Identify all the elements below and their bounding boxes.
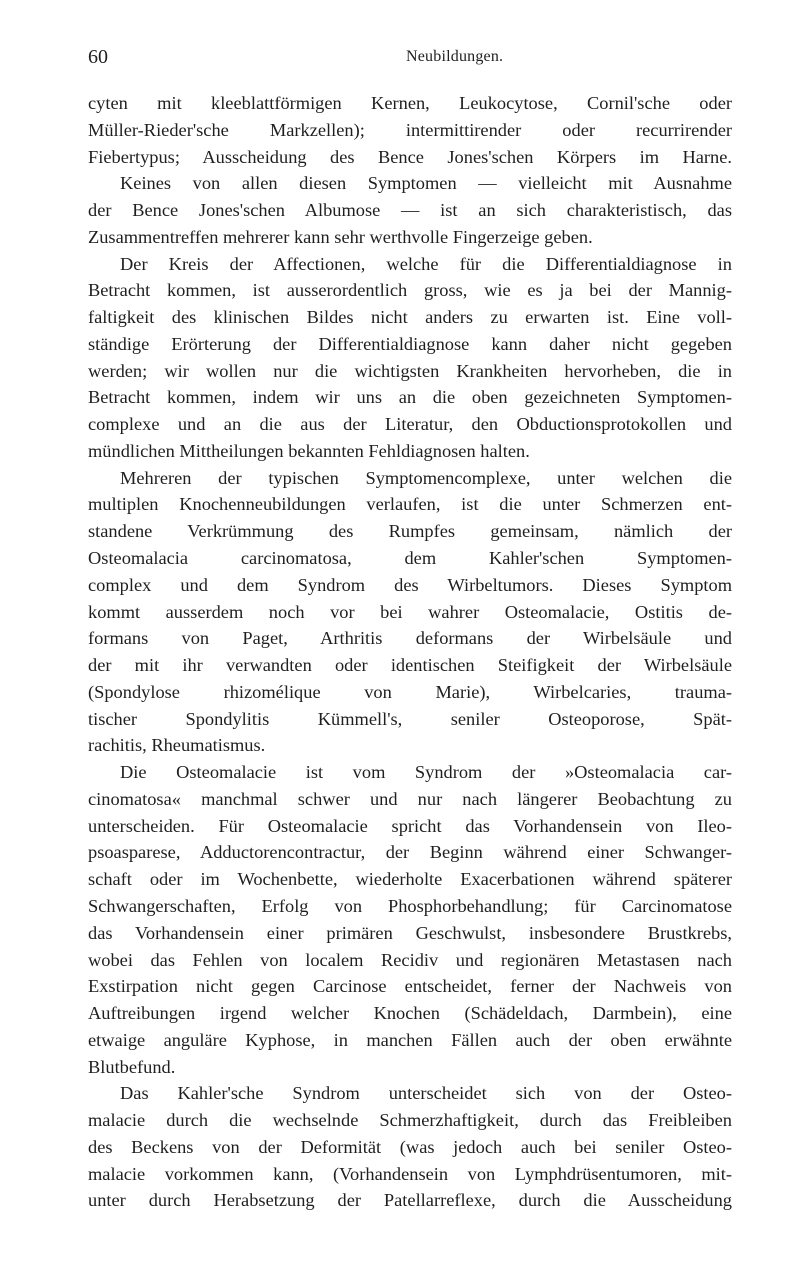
text-line: malacie durch die wechselnde Schmerzhaftigkeit, durch das Freibleiben <box>88 1110 732 1131</box>
text-line: schaft oder im Wochenbette, wiederholte Exacerbationen während späterer <box>88 869 732 890</box>
text-line: Betracht kommen, indem wir uns an die oben gezeichneten Symptomen- <box>88 387 732 408</box>
text-line: Das Kahler'sche Syndrom unterscheidet sich von der Osteo- <box>120 1083 732 1104</box>
text-line: Betracht kommen, ist ausserordentlich gross, wie es ja bei der Mannig- <box>88 280 732 301</box>
text-line: der mit ihr verwandten oder identischen Steifigkeit der Wirbelsäule <box>88 655 732 676</box>
text-line: rachitis, Rheumatismus. <box>88 735 266 756</box>
text-line: Mehreren der typischen Symptomencomplexe, unter welchen die <box>120 467 732 488</box>
text-line: formans von Paget, Arthritis deformans der Wirbelsäule und <box>88 628 732 649</box>
text-line: faltigkeit des klinischen Bildes nicht anders zu erwarten ist. Eine voll- <box>88 307 732 328</box>
text-line: Keines von allen diesen Symptomen — vielleicht mit Ausnahme <box>120 173 732 194</box>
text-line: standene Verkrümmung des Rumpfes gemeinsam, nämlich der <box>88 521 732 542</box>
text-line: Blutbefund. <box>88 1056 176 1077</box>
text-line: wobei das Fehlen von localem Recidiv und regionären Metastasen nach <box>88 949 732 970</box>
text-line: Die Osteomalacie ist vom Syndrom der »Osteomalacia car- <box>120 762 732 783</box>
text-line: ständige Erörterung der Differentialdiagnose kann daher nicht gegeben <box>88 333 732 354</box>
text-line: multiplen Knochenneubildungen verlaufen, ist die unter Schmerzen ent- <box>88 494 732 515</box>
text-line: der Bence Jones'schen Albumose — ist an sich charakteristisch, das <box>88 200 732 221</box>
text-line: Der Kreis der Affectionen, welche für die Differentialdiagnose in <box>120 253 732 274</box>
text-line: Schwangerschaften, Erfolg von Phosphorbehandlung; für Carcinomatose <box>88 895 732 916</box>
text-line: Osteomalacia carcinomatosa, dem Kahler'schen Symptomen- <box>88 548 732 569</box>
text-line: Zusammentreffen mehrerer kann sehr werthvolle Fingerzeige geben. <box>88 226 593 247</box>
text-line: unter durch Herabsetzung der Patellarreflexe, durch die Ausscheidung <box>88 1190 732 1211</box>
page-header <box>88 44 738 70</box>
text-line: Fiebertypus; Ausscheidung des Bence Jones'schen Körpers im Harne. <box>88 146 732 167</box>
text-line: kommt ausserdem noch vor bei wahrer Osteomalacie, Ostitis de- <box>88 601 732 622</box>
page-number: 60 <box>88 46 108 68</box>
text-line: des Beckens von der Deformität (was jedoch auch bei seniler Osteo- <box>88 1136 732 1157</box>
text-line: tischer Spondylitis Kümmell's, seniler Osteoporose, Spät- <box>88 708 732 729</box>
text-line: Müller-Rieder'sche Markzellen); intermittirender oder recurrirender <box>88 119 732 140</box>
text-line: cyten mit kleeblattförmigen Kernen, Leukocytose, Cornil'sche oder <box>88 93 732 113</box>
text-line: Auftreibungen irgend welcher Knochen (Schädeldach, Darmbein), eine <box>88 1003 732 1024</box>
text-line: complex und dem Syndrom des Wirbeltumors. Dieses Symptom <box>88 574 732 595</box>
text-line: etwaige anguläre Kyphose, in manchen Fällen auch der oben erwähnte <box>88 1029 732 1050</box>
text-line: das Vorhandensein einer primären Geschwulst, insbesondere Brustkrebs, <box>88 922 732 943</box>
text-line: psoasparese, Adductorencontractur, der Beginn während einer Schwanger- <box>88 842 732 863</box>
body-text <box>88 90 732 1214</box>
text-line: complexe und an die aus der Literatur, den Obductionsprotokollen und <box>88 414 732 435</box>
text-line: werden; wir wollen nur die wichtigsten Krankheiten hervorheben, die in <box>88 360 732 381</box>
text-line: Exstirpation nicht gegen Carcinose entscheidet, ferner der Nachweis von <box>88 976 732 997</box>
running-head: Neubildungen. <box>406 48 504 65</box>
text-line: mündlichen Mittheilungen bekannten Fehldiagnosen halten. <box>88 440 530 461</box>
text-line: (Spondylose rhizomélique von Marie), Wirbelcaries, trauma- <box>88 681 732 702</box>
text-line: malacie vorkommen kann, (Vorhandensein von Lymphdrüsentumoren, mit- <box>88 1163 732 1184</box>
text-line: cinomatosa« manchmal schwer und nur nach längerer Beobachtung zu <box>88 788 732 809</box>
text-line: unterscheiden. Für Osteomalacie spricht das Vorhandensein von Ileo- <box>88 815 732 836</box>
